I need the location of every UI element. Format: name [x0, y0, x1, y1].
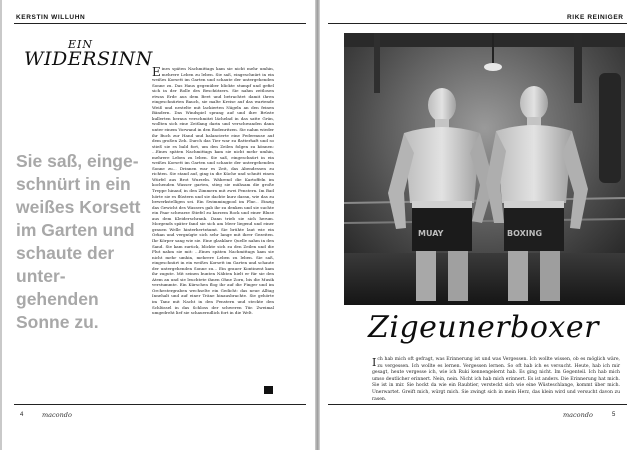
brand-footer-left: macondo — [42, 411, 72, 419]
lede-text: ch hab mich oft gefragt, was Erinnerung ist und was Vergessen. Ich wollte wissen, ob es möglich wäre, zu vergessen. Ich wollte es lernen. Vergessen lernen. So oft hab ich es versucht. Heute, hab ich mir gesagt, heute vergesse ich, wie ich Ruki kennengelernt hab. Es ging nicht. Im Gegenteil. Ich hab mich umso deutlicher erinnert. Nein, nein. Nicht ich hab mich erinnert. Es ist anders. Die Erinnerung hat mich. Sie ist in mir. Sie hockt da wie ein Raubtier, versteckt sich wie eine Wüsteschlange, kommt über mich. Unerwartet. Greift mich, würgt mich. Sie zwingt sich in mein Herz, das klein wird und versucht davon zu rasen. — [372, 357, 620, 402]
running-head-author: KERSTIN WILLUHN — [16, 14, 86, 21]
title-big-word: WIDERSINN — [24, 48, 153, 70]
left-page — [2, 0, 315, 450]
page-number-left: 4 — [20, 412, 24, 418]
lede-dropcap: I — [372, 356, 377, 369]
article-text: ines späten Nachmittags kam sie nicht mehr umhin, mehrere Leben zu leben. Sie saß, eingeschnürt in ein weißes Korsett im Garten und schaute der untergehenden Sonne zu. Das Haus gegenüber blickte stumpf und gefiel sich in der Rolle des Beschützers. Sie nahm zeitlosen etwas Erde aus dem Beet und betrachtet damit ihren eingeschnürten Bauch, sie malte Kreise auf das wartende Weiß und nestelte mit lackierten Nägeln an den feinen Bändern. Das Windspiel sprang auf und ihre Brüste kullerten heraus verschmitzt lächelnd in das satte Grün, wollten sich eine Zeitlang darin und verschwanden dann unter einem Vorwand in den Bodenritzen. Sie nahm wieder ihr Buch zur Hand und balancierte eine Federmuse auf dem großen Zeh. Durch das Tier war zu flatterhaft und so stieß sie es bald fort, um den Zeilen folgen zu können: ...Eines späten Nachmittags kam sie nicht mehr umhin, mehrere Leben zu leben. Sie saß, eingeschnürt in ein weißes Korsett im Garten und schaute der untergehenden Sonne zu... Drinnen war es Zeit, das Abendessen zu richten. Sie stand auf, ging in die Küche und schnitt einen Würfel aus Brot Wurzeln. Während die Kartoffeln im kochenden Wasser garten, stieg sie mühsam die große Treppe hinauf, in den Zimmern mit zwei Fenstern. Im Bad hörte sie es flüstern und sie dachte kurz daran, wie das zu bewerkstelligen sei. Ein Swimmingpool im Flur... Einzig das Gewicht des Wassers gab ihr zu denken und sie suchte ein Paar schwarze Stiefel zu kurzem Rock und einer Bluse aus dem Kleiderschrank. Dann trieb sie sich herum. Morgends später fand sie sich am Meer liegend und einer grauen Welle hinterherträumt. Sie brühte laut wie ein Orkan und vergnügte sich sehr lange mit ihrer Gezeiten. Ihr Körper sang wie sie. Eine glasklare Quelle nahm in den Sand. Sie kam zurück, blickte sich zu den Zeilen und die Flut nahm sie mit: ...Eines späten Nachmittags kam sie nicht mehr umhin, mehrere Leben zu leben. Sie saß, eingeschnürt in ein weißes Korsett im Garten und schaute der untergehenden Sonne zu... Ein grauer Kontinent kam ihr zugute. Mit seinen bunten Nähten hielt er für sie den Atem an und sie leuchtete ihnen Ohne Zorn, bis die Musik verstummte. Ein Kürschen flog ihr auf die Finger und im Orchestergraben wechselte ein Gedicht: das neue Alltag Innehalt und auf einer Träne hinausbrachte. Sie gehörte im Tanz mit Nacht in den Fenstern und steckte den Schlüssel in das Schloss der schweren Tür. Zweimal umgedreht lief sie schauerndlich fort in die Welt. — [152, 66, 274, 316]
boxers-photo — [344, 33, 625, 305]
headline: Zigeunerboxer — [368, 310, 599, 345]
article-body — [152, 66, 274, 388]
photo-illustration — [344, 33, 625, 305]
story-title — [16, 38, 151, 86]
article-dropcap: E — [152, 66, 161, 79]
top-rule — [14, 23, 306, 24]
page-number-right: 5 — [612, 412, 616, 418]
running-head-author: RIKE REINIGER — [567, 14, 624, 21]
svg-text:BOXING: BOXING — [507, 229, 543, 238]
end-mark-icon — [264, 386, 273, 394]
title-small-word: EIN — [68, 38, 93, 51]
brand-footer-right: macondo — [563, 411, 593, 419]
bottom-rule — [328, 404, 627, 405]
top-rule — [328, 23, 627, 24]
bottom-rule — [14, 404, 306, 405]
svg-text:MUAY: MUAY — [418, 229, 444, 238]
pullquote: Sie saß, einge-schnürt in ein weißes Korsett im Garten und schaute der unter-gehenden Sonne zu. — [16, 151, 141, 332]
lede-body — [372, 357, 620, 403]
